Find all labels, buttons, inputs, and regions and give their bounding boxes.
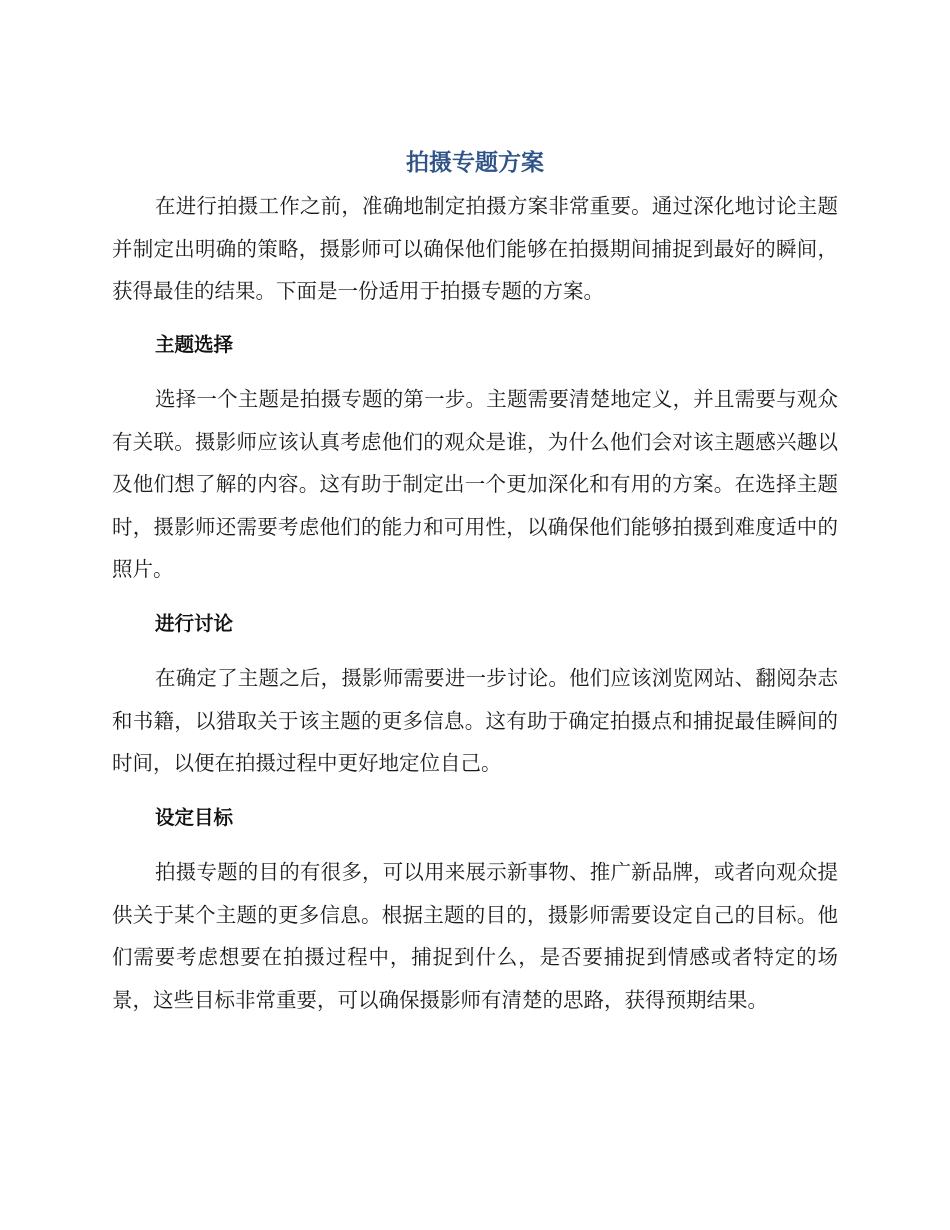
section-body-discussion: 在确定了主题之后，摄影师需要进一步讨论。他们应该浏览网站、翻阅杂志和书籍，以猎取关于该主题的更多信息。这有助于确定拍摄点和捕捉最佳瞬间的时间，以便在拍摄过程中更好地定位自己。 bbox=[112, 666, 838, 775]
intro-paragraph: 在进行拍摄工作之前，准确地制定拍摄方案非常重要。通过深化地讨论主题并制定出明确的策略，摄影师可以确保他们能够在拍摄期间捕捉到最好的瞬间，获得最佳的结果。下面是一份适用于拍摄专题的方案。 bbox=[112, 194, 838, 303]
section-heading-discussion: 进行讨论 bbox=[155, 612, 234, 635]
section-heading-topic-selection: 主题选择 bbox=[155, 333, 234, 356]
section-body-set-goals: 拍摄专题的目的有很多，可以用来展示新事物、推广新品牌，或者向观众提供关于某个主题的更多信息。根据主题的目的，摄影师需要设定自己的目标。他们需要考虑想要在拍摄过程中，捕捉到什么，是否要捕捉到情感或者特定的场景，这些目标非常重要，可以确保摄影师有清楚的思路，获得预期结果。 bbox=[112, 860, 838, 1012]
section-heading-set-goals: 设定目标 bbox=[155, 806, 234, 829]
document-title: 拍摄专题方案 bbox=[406, 150, 544, 176]
section-body-topic-selection: 选择一个主题是拍摄专题的第一步。主题需要清楚地定义，并且需要与观众有关联。摄影师应该认真考虑他们的观众是谁，为什么他们会对该主题感兴趣以及他们想了解的内容。这有助于制定出一个更加深化和有用的方案。在选择主题时，摄影师还需要考虑他们的能力和可用性，以确保他们能够拍摄到难度适中的照片。 bbox=[112, 387, 838, 581]
